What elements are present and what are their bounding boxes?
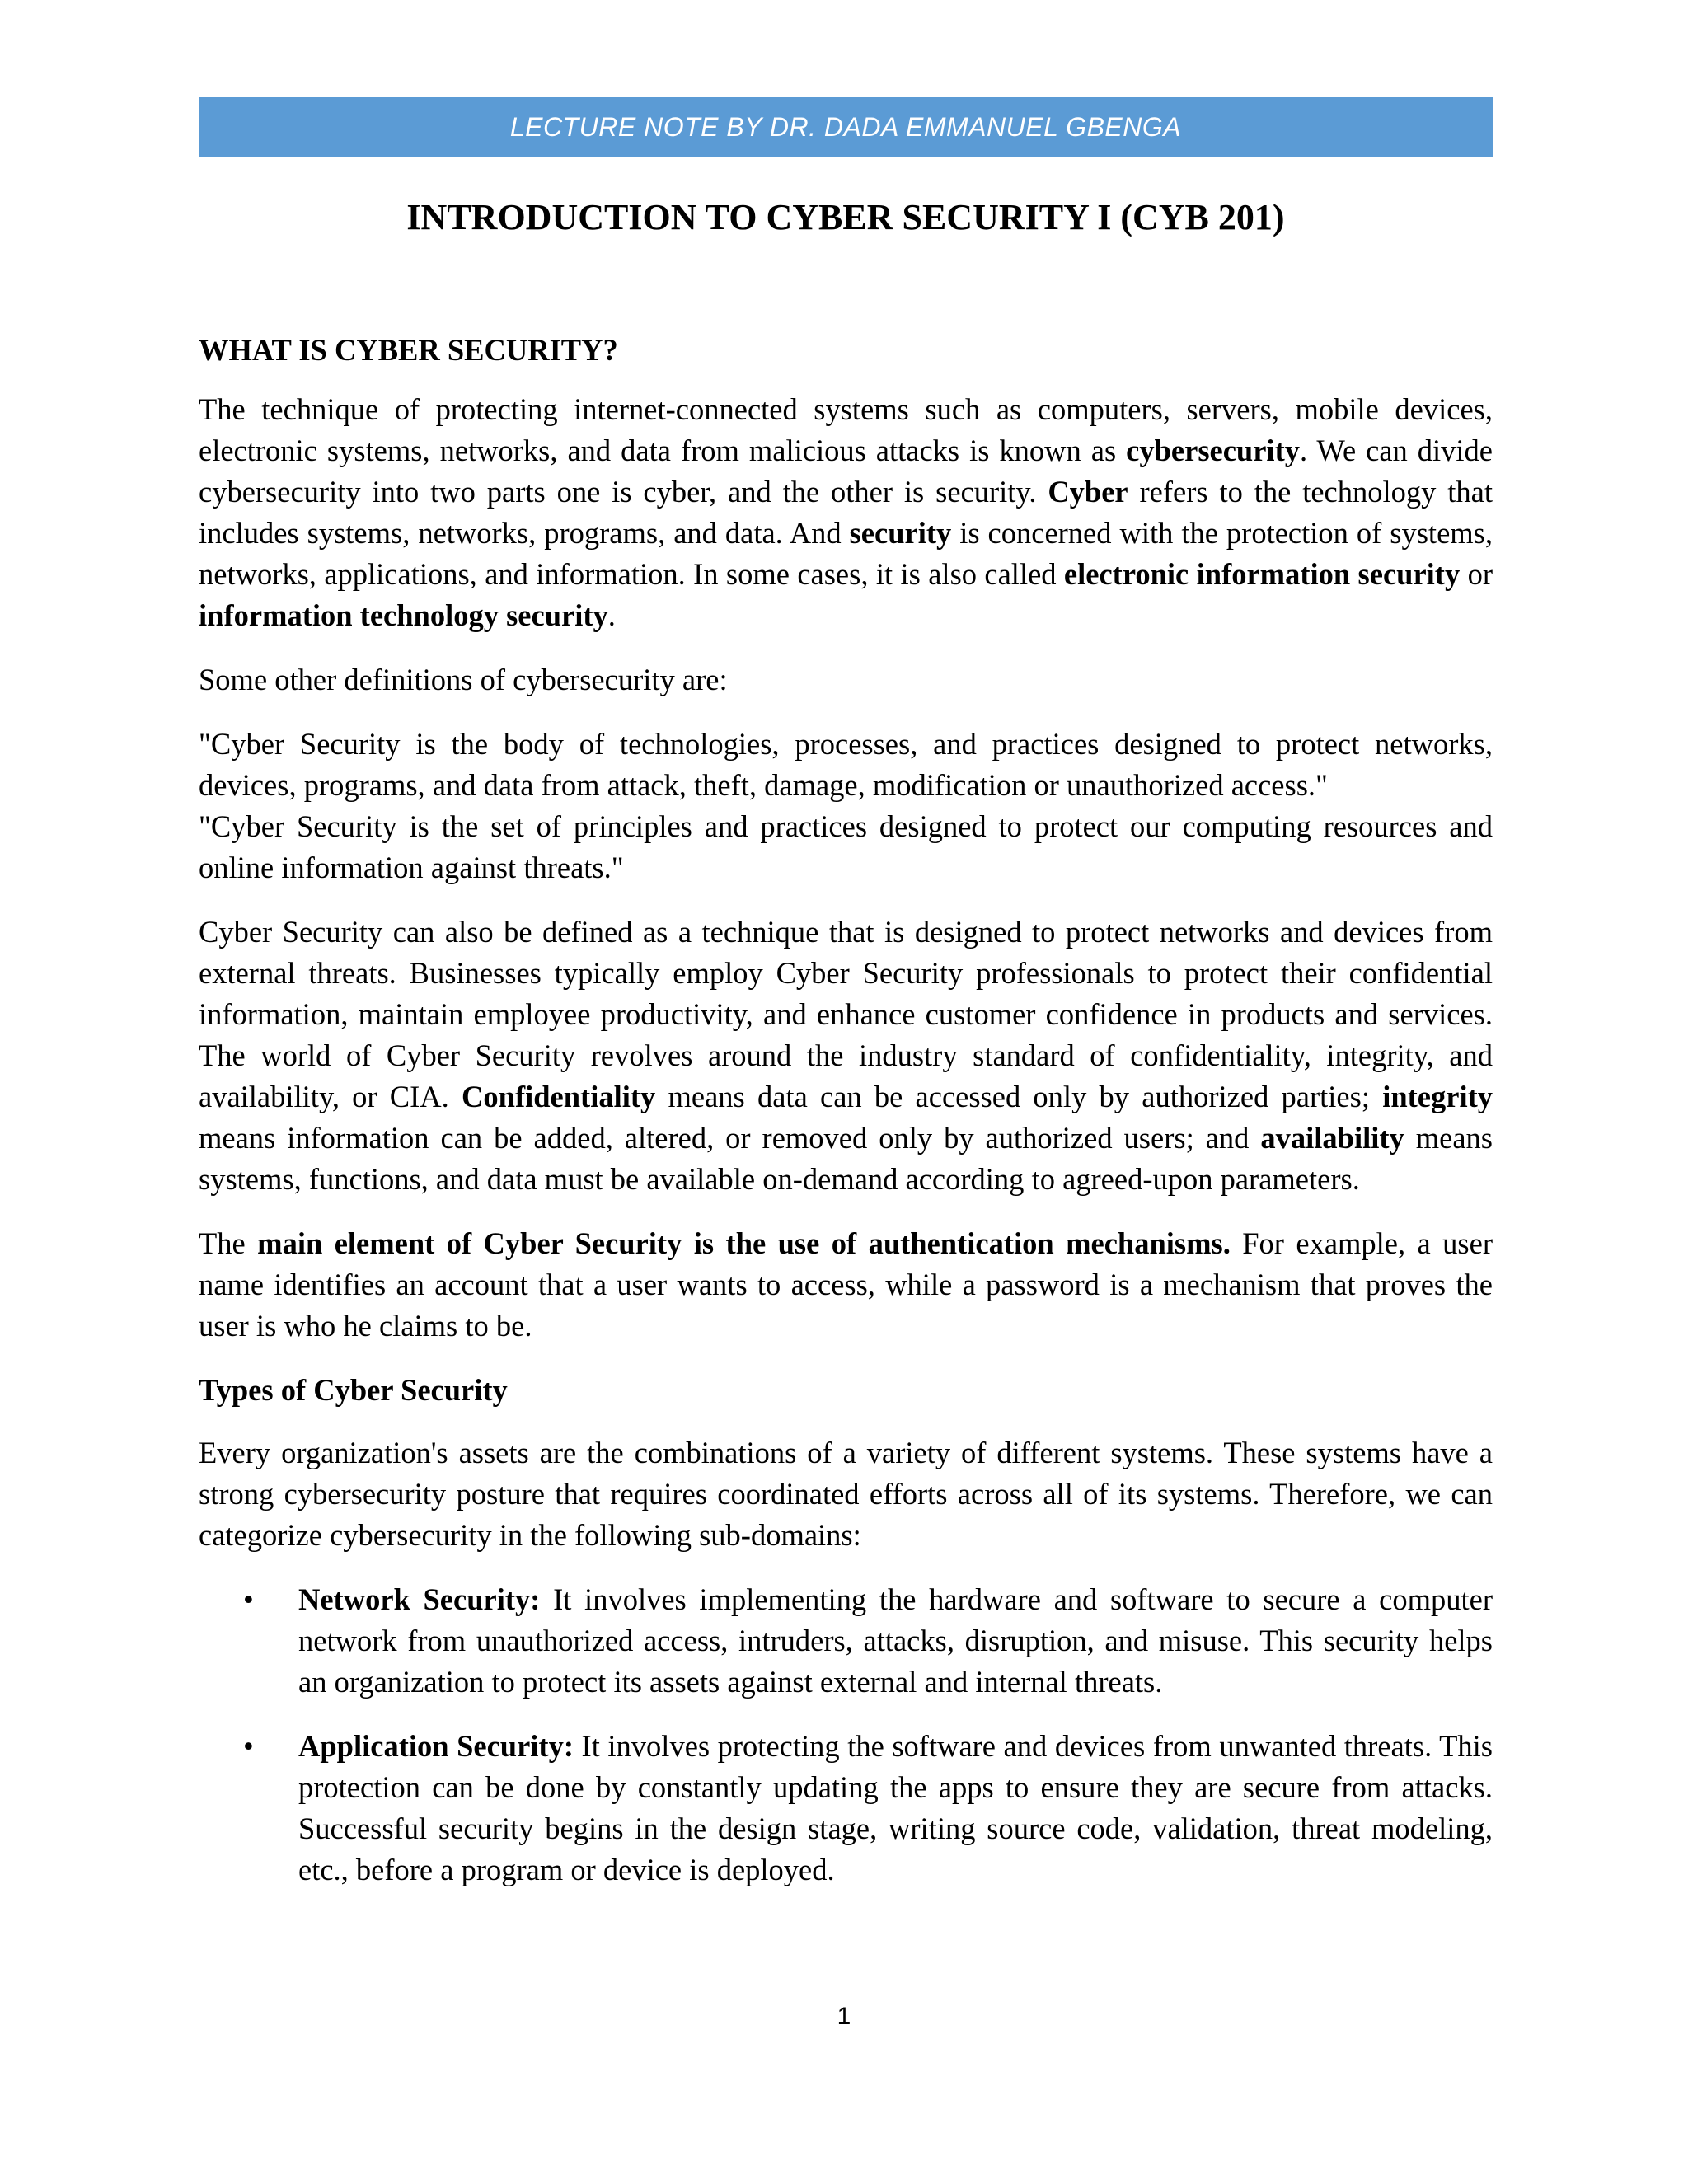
- list-item-label: Application Security:: [298, 1729, 574, 1763]
- para4-bold-main-element: main element of Cyber Security is the use of authentication mechanisms.: [257, 1226, 1231, 1260]
- para3-text-1: Cyber Security can also be defined as a technique that is designed to protect networks and devices from external threats. Businesses typically employ Cyber Security professionals to protect their confidential information, maintain employee productivity, and enhance customer confidence in products and services. The world of Cyber Security revolves around the industry standard of confidentiality, integrity, and availability, or CIA.: [199, 915, 1493, 1113]
- para3-text-4: means systems, functions, and data must be available on-demand according to agreed-upon parameters.: [199, 1121, 1493, 1196]
- quote-definition-2: "Cyber Security is the set of principles and practices designed to protect our computing resources and online information against threats.": [199, 809, 1493, 884]
- definitions-quote-block: [199, 724, 1493, 888]
- para1-bold-electronic-info-security: electronic information security: [1063, 557, 1461, 591]
- list-item-application-security: [199, 1726, 1493, 1891]
- para1-text-2: . We can divide cybersecurity into two parts one is cyber, and the other is security.: [199, 434, 1493, 509]
- para1-bold-security: security: [849, 516, 952, 550]
- para1-bold-it-security: information technology security: [199, 598, 608, 632]
- header-banner-text: LECTURE NOTE BY DR. DADA EMMANUEL GBENGA: [509, 112, 1182, 142]
- para1-text-6: .: [607, 598, 616, 632]
- list-item-label: Network Security:: [298, 1582, 541, 1616]
- sub-domain-list: [199, 1579, 1493, 1891]
- para1-text-1: The technique of protecting internet-connected systems such as computers, servers, mobile devices, electronic systems, networks, and data from malicious attacks is known as: [199, 392, 1493, 467]
- document-title: INTRODUCTION TO CYBER SECURITY I (CYB 201): [406, 197, 1285, 237]
- para1-text-4: is concerned with the protection of systems, networks, applications, and information. In some cases, it is also called: [199, 516, 1493, 591]
- para1-text-5: or: [1460, 557, 1493, 591]
- paragraph-cia: [199, 912, 1493, 1200]
- paragraph-authentication: [199, 1223, 1493, 1347]
- section-heading-types: Types of Cyber Security: [199, 1373, 508, 1407]
- para3-bold-integrity: integrity: [1382, 1080, 1493, 1113]
- list-item-text: It involves implementing the hardware and software to secure a computer network from unauthorized access, intruders, attacks, disruption, and misuse. This security helps an organization to protect its assets against external and internal threats.: [298, 1582, 1493, 1699]
- paragraph-other-definitions-intro: Some other definitions of cybersecurity are:: [199, 663, 728, 696]
- bullet-icon: •: [243, 1582, 254, 1616]
- paragraph-sub-domains-intro: Every organization's assets are the combinations of a variety of different systems. These systems have a strong cybersecurity posture that requires coordinated efforts across all of its systems. Therefore, we can categorize cybersecurity in the following sub-domains:: [199, 1436, 1493, 1552]
- para3-bold-availability: availability: [1260, 1121, 1404, 1155]
- document-body: [199, 330, 1493, 1914]
- paragraph-definition: [199, 389, 1493, 636]
- para4-text-2: For example, a user name identifies an account that a user wants to access, while a password is a mechanism that proves the user is who he claims to be.: [199, 1226, 1493, 1343]
- quote-definition-1: "Cyber Security is the body of technologies, processes, and practices designed to protect networks, devices, programs, and data from attack, theft, damage, modification or unauthorized access.": [199, 727, 1493, 802]
- page-number: 1: [837, 2003, 851, 2030]
- para1-bold-cybersecurity: cybersecurity: [1126, 434, 1300, 467]
- para1-bold-cyber: Cyber: [1048, 475, 1128, 509]
- list-item-network-security: [199, 1579, 1493, 1703]
- list-item-text: It involves protecting the software and devices from unwanted threats. This protection can be done by constantly updating the apps to ensure they are secure from attacks. Successful security begins in the design stage, writing source code, validation, threat modeling, etc., before a program or device is deployed.: [298, 1729, 1493, 1886]
- para3-text-3: means information can be added, altered, or removed only by authorized users; and: [199, 1121, 1261, 1155]
- para1-text-3: refers to the technology that includes systems, networks, programs, and data. And: [199, 475, 1493, 550]
- header-banner: [199, 97, 1493, 157]
- para4-text-1: The: [199, 1226, 258, 1260]
- para3-text-2: means data can be accessed only by authorized parties;: [655, 1080, 1383, 1113]
- section-heading-what-is-cyber-security: WHAT IS CYBER SECURITY?: [199, 333, 618, 367]
- bullet-icon: •: [243, 1729, 254, 1763]
- para3-bold-confidentiality: Confidentiality: [462, 1080, 656, 1113]
